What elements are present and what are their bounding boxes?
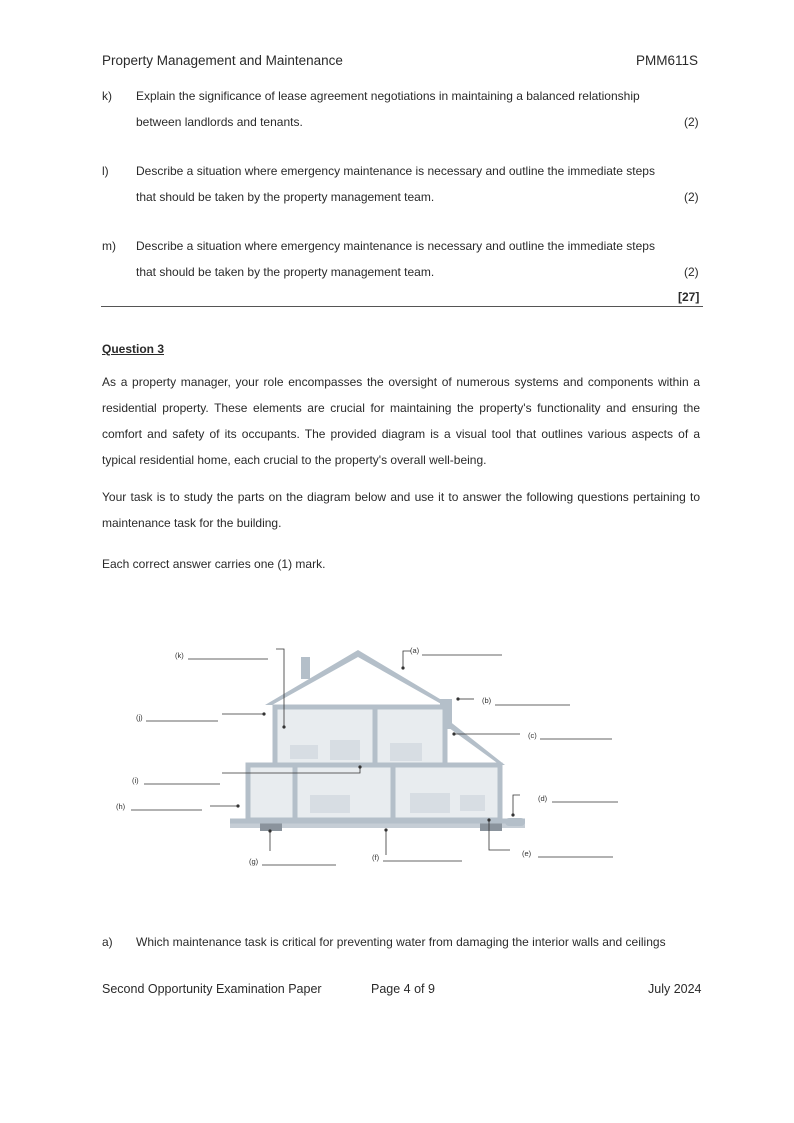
- question-3-paragraph-3: Each correct answer carries one (1) mark.: [102, 557, 326, 571]
- section-divider: [101, 306, 703, 307]
- slab-end: [505, 818, 525, 826]
- leader-j-dot: [262, 712, 265, 715]
- leader-k-dot: [282, 725, 285, 728]
- house-diagram: [100, 635, 640, 875]
- leader-f-dot: [384, 828, 387, 831]
- chimney: [301, 657, 310, 679]
- footer-exam-title: Second Opportunity Examination Paper: [102, 982, 322, 996]
- diagram-label-k: (k): [175, 651, 184, 660]
- lower-roof: [445, 720, 505, 765]
- leader-d-dot: [511, 813, 514, 816]
- footer-page-number: Page 4 of 9: [371, 982, 435, 996]
- diagram-label-d: (d): [538, 794, 548, 803]
- question-k-mark: (2): [684, 115, 699, 129]
- house-illustration: [230, 650, 525, 831]
- diagram-label-a: (a): [410, 646, 420, 655]
- leader-a-dot: [401, 666, 404, 669]
- furniture-desk: [330, 740, 360, 760]
- furniture-kitchen: [410, 793, 450, 813]
- question-k-letter: k): [102, 89, 112, 103]
- question-k-text: [136, 83, 699, 135]
- header-course-code: PMM611S: [636, 53, 699, 68]
- question-l-line-2: that should be taken by the property management team.: [136, 190, 435, 204]
- question-k-line-2: between landlords and tenants.: [136, 115, 303, 129]
- leader-e-dot: [487, 818, 490, 821]
- diagram-label-e: (e): [522, 849, 532, 858]
- leader-i-dot: [358, 765, 361, 768]
- leader-h-dot: [236, 804, 239, 807]
- question-m-mark: (2): [684, 265, 699, 279]
- diagram-label-c: (c): [528, 731, 537, 740]
- leader-b-dot: [456, 697, 459, 700]
- section-total-mark: [27]: [678, 290, 700, 304]
- main-roof: [265, 650, 450, 705]
- furniture-bed: [290, 745, 318, 759]
- question-m-line-2: that should be taken by the property management team.: [136, 265, 435, 279]
- diagram-label-j: (j): [136, 713, 143, 722]
- leader-c-dot: [452, 732, 455, 735]
- leader-d: [513, 795, 520, 815]
- diagram-label-i: (i): [132, 776, 139, 785]
- footer-date: July 2024: [648, 982, 702, 996]
- diagram-label-h: (h): [116, 802, 126, 811]
- furniture-sofa: [310, 795, 350, 813]
- furniture-table: [460, 795, 485, 811]
- diagram-label-f: (f): [372, 853, 380, 862]
- furniture-bath: [390, 743, 422, 761]
- question-k-line-1: Explain the significance of lease agreement negotiations in maintaining a balanced relationship: [136, 89, 640, 103]
- question-3-paragraph-2: Your task is to study the parts on the diagram below and use it to answer the following questions pertaining to maintenance task for the building.: [102, 490, 700, 530]
- question-3-paragraph-1: As a property manager, your role encompasses the oversight of numerous systems and components within a residential property. These elements are crucial for maintaining the property's functionality and ensuring the comfort and safety of its occupants. The provided diagram is a visual tool that outlines various aspects of a typical residential home, each crucial to the property's overall well-being.: [102, 375, 700, 467]
- question-a-letter: a): [102, 935, 113, 949]
- question-l-line-1: Describe a situation where emergency maintenance is necessary and outline the immediate steps: [136, 164, 655, 178]
- question-m-text: [136, 233, 699, 285]
- question-l-mark: (2): [684, 190, 699, 204]
- leader-g-dot: [268, 829, 271, 832]
- diagram-label-g: (g): [249, 857, 259, 866]
- question-l-letter: l): [102, 164, 109, 178]
- question-3-title: Question 3: [102, 342, 165, 356]
- header-course-title: Property Management and Maintenance: [102, 53, 343, 68]
- question-m-line-1: Describe a situation where emergency maintenance is necessary and outline the immediate steps: [136, 239, 655, 253]
- question-m-letter: m): [102, 239, 116, 253]
- question-l-text: [136, 158, 699, 210]
- diagram-label-b: (b): [482, 696, 492, 705]
- question-a-text: Which maintenance task is critical for preventing water from damaging the interior walls and ceilings: [136, 935, 666, 949]
